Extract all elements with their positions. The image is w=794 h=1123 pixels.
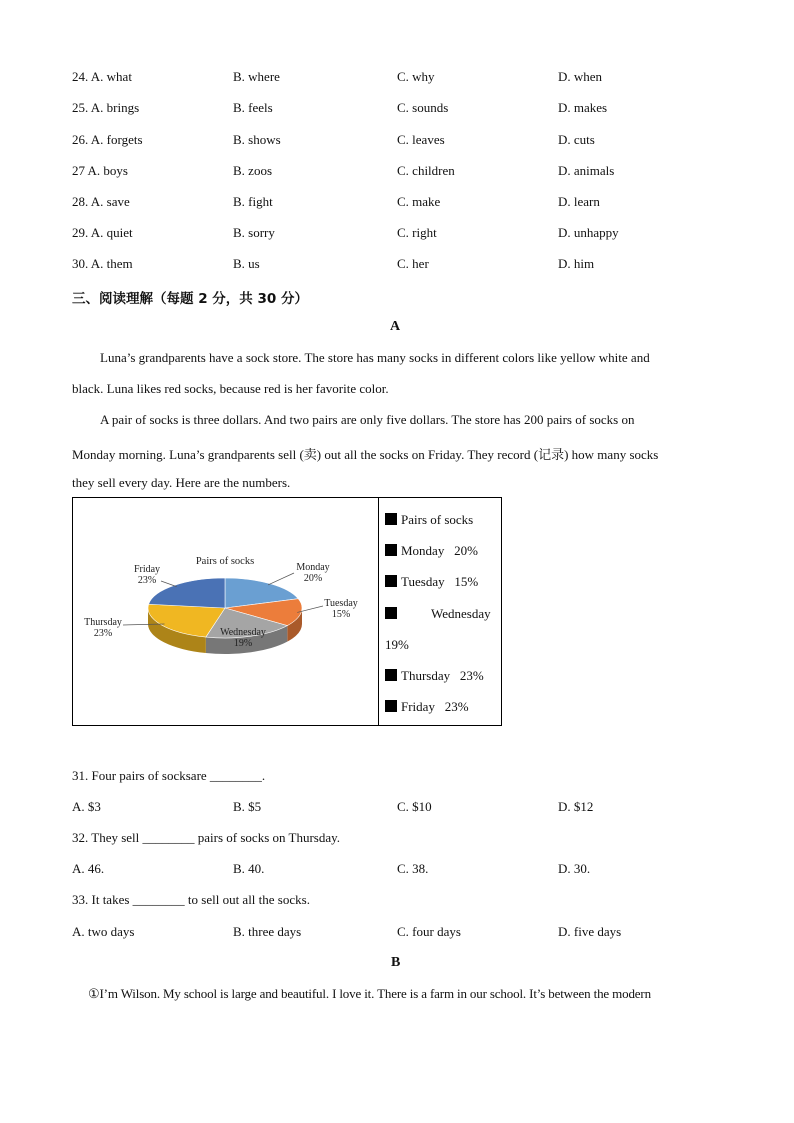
legend-item: [385, 543, 478, 559]
chart-title: Pairs of socks: [195, 556, 255, 567]
option-d: D. unhappy: [558, 225, 619, 240]
option-b: B. sorry: [233, 225, 275, 240]
option-d: D. makes: [558, 100, 608, 115]
legend-title: [385, 512, 473, 528]
pie-slice: [149, 578, 225, 608]
passage-line: black. Luna likes red socks, because red is her favorite color.: [72, 381, 389, 396]
option-c: C. why: [397, 69, 435, 84]
legend-label: Tuesday 15%: [401, 574, 479, 589]
option-b: B. 40.: [233, 861, 265, 876]
pie-chart: [73, 498, 378, 725]
pie-slice-label: 23%: [93, 628, 113, 639]
legend-swatch: [385, 544, 397, 556]
option-b: B. $5: [233, 799, 262, 814]
question-stem: 32. They sell ________ pairs of socks on Thursday.: [72, 830, 341, 845]
option-b: B. fight: [233, 194, 273, 209]
legend-label: Friday 23%: [401, 699, 469, 714]
label-leader-line: [161, 581, 177, 587]
legend-swatch: [385, 575, 397, 587]
option-a: A. 46.: [72, 861, 105, 876]
option-b: B. feels: [233, 100, 273, 115]
option-b: B. three days: [233, 924, 302, 939]
option-c: C. four days: [397, 924, 461, 939]
option-a: 27 A. boys: [72, 163, 128, 178]
option-d: D. cuts: [558, 132, 595, 147]
option-a: 30. A. them: [72, 256, 133, 271]
option-c: C. $10: [397, 799, 432, 814]
legend-swatch: [385, 513, 397, 525]
passage-line: Monday morning. Luna’s grandparents sell (卖) out all the socks on Friday. They record (记录) how many socks: [72, 447, 659, 462]
passage-line: A pair of socks is three dollars. And two pairs are only five dollars. The store has 200 pairs of socks on: [100, 412, 635, 427]
legend-label: Thursday 23%: [401, 668, 484, 683]
pie-slice-label: 19%: [233, 638, 253, 649]
label-leader-line: [268, 573, 294, 585]
option-d: D. learn: [558, 194, 600, 209]
section-heading: 三、阅读理解（每题 2 分，共 30 分）: [72, 291, 308, 307]
passage-line: ①I’m Wilson. My school is large and beautiful. I love it. There is a farm in our school. It’s between the modern: [88, 986, 651, 1001]
legend-item: [385, 606, 491, 622]
option-a: 25. A. brings: [72, 100, 140, 115]
legend-swatch: [385, 669, 397, 681]
pie-slice-label: 23%: [137, 575, 157, 586]
option-a: A. two days: [72, 924, 135, 939]
option-a: 29. A. quiet: [72, 225, 133, 240]
pie-slice-label: 20%: [303, 573, 323, 584]
option-c: C. leaves: [397, 132, 445, 147]
option-c: C. make: [397, 194, 441, 209]
chart-divider: [378, 498, 379, 725]
option-b: B. zoos: [233, 163, 272, 178]
pie-slice-label: Monday: [296, 562, 330, 573]
passage-a-label: A: [390, 319, 401, 334]
question-stem: 33. It takes ________ to sell out all the socks.: [72, 892, 310, 907]
option-b: B. where: [233, 69, 280, 84]
pie-slice-label: Thursday: [84, 617, 122, 628]
option-c: C. 38.: [397, 861, 429, 876]
option-d: D. 30.: [558, 861, 591, 876]
legend-swatch: [385, 700, 397, 712]
legend-item-continued: 19%: [385, 637, 409, 652]
pie-slice-label: Wednesday: [220, 627, 266, 638]
option-d: D. animals: [558, 163, 615, 178]
option-a: A. $3: [72, 799, 101, 814]
legend-label: Monday 20%: [401, 543, 478, 558]
option-b: B. us: [233, 256, 260, 271]
passage-line: they sell every day. Here are the numbers.: [72, 475, 291, 490]
legend-item: [385, 574, 478, 590]
option-c: C. right: [397, 225, 437, 240]
option-c: C. her: [397, 256, 429, 271]
option-a: 24. A. what: [72, 69, 132, 84]
pie-slice-label: Friday: [133, 564, 161, 575]
legend-item: [385, 699, 469, 715]
passage-line: Luna’s grandparents have a sock store. The store has many socks in different colors like yellow white and: [100, 350, 650, 365]
pie-slice-label: 15%: [331, 609, 351, 620]
chart-container: [72, 497, 502, 726]
option-c: C. children: [397, 163, 455, 178]
legend-label: Wednesday: [431, 606, 491, 621]
option-a: 26. A. forgets: [72, 132, 143, 147]
option-b: B. shows: [233, 132, 281, 147]
legend-item: [385, 668, 484, 684]
pie-slice-label: Tuesday: [324, 598, 358, 609]
legend-swatch: [385, 607, 397, 619]
passage-b-label: B: [391, 955, 401, 970]
legend-title-text: Pairs of socks: [401, 512, 474, 527]
option-d: D. him: [558, 256, 595, 271]
option-d: D. when: [558, 69, 603, 84]
option-d: D. five days: [558, 924, 622, 939]
option-d: D. $12: [558, 799, 594, 814]
option-c: C. sounds: [397, 100, 449, 115]
option-a: 28. A. save: [72, 194, 130, 209]
question-stem: 31. Four pairs of socksare ________.: [72, 768, 266, 783]
